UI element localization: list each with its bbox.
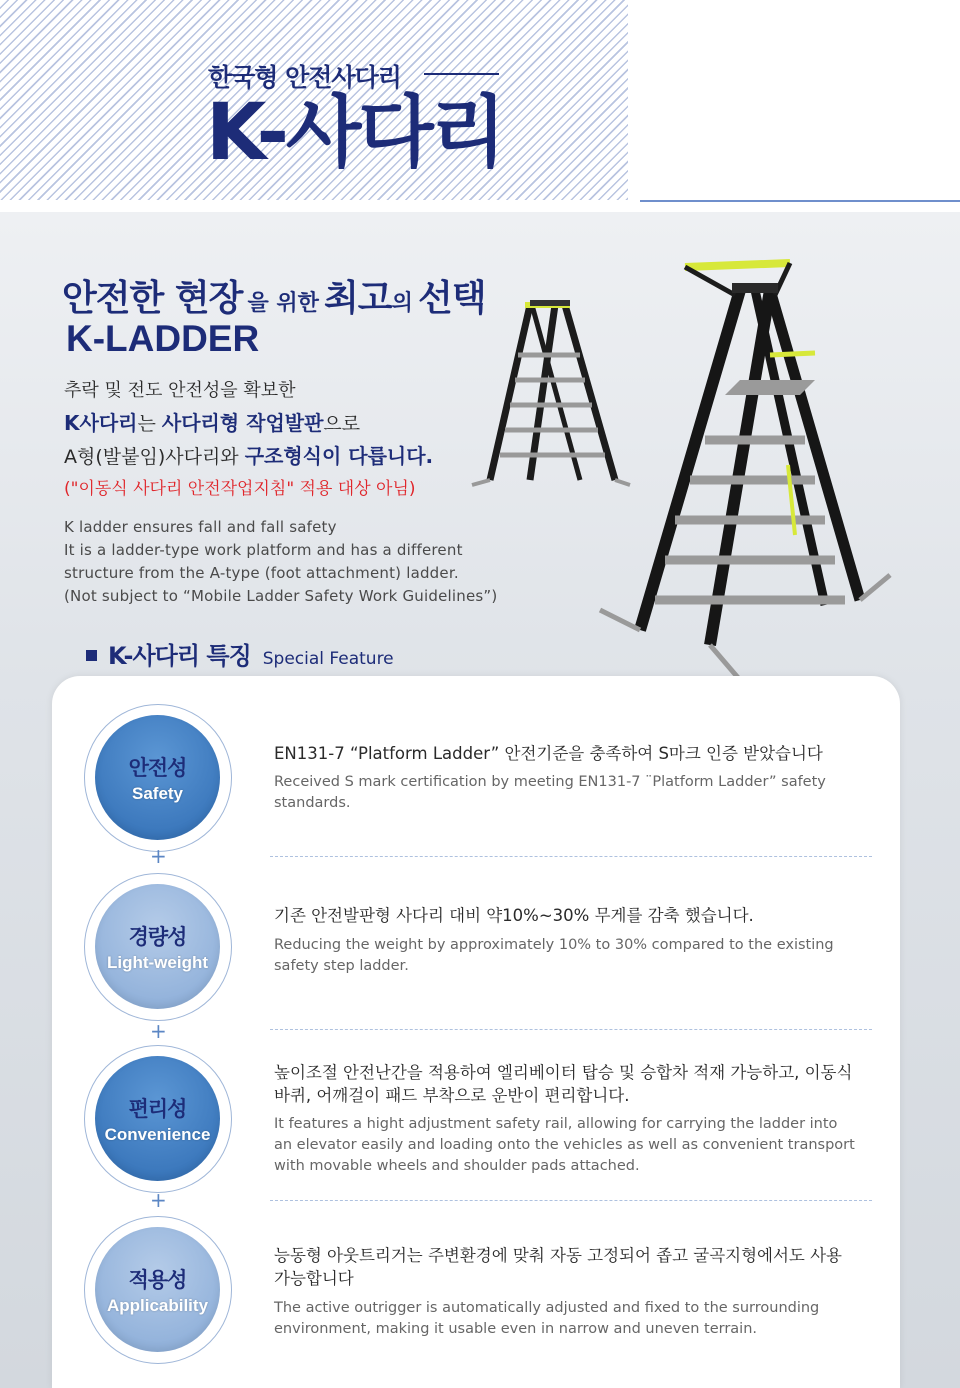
ladder-illustration [470,255,960,685]
feature-name-ko: 안전성 [128,755,187,780]
feature-badge-safety [84,704,232,852]
feature-divider [270,856,872,857]
feature-name-ko: 적용성 [128,1267,187,1292]
hero-ko-line2-type: 사다리형 작업발판 [161,411,324,435]
hero-ko-note: ("이동식 사다리 안전작업지침" 적용 대상 아님) [64,479,416,499]
hero-ko-line2-suffix: 으로 [323,413,361,435]
plus-icon: + [150,1188,167,1212]
feature-desc-ko: 능동형 아웃트리거는 주변환경에 맞춰 자동 고정되어 좁고 굴곡지형에서도 사용 가능합니다 [274,1246,842,1288]
hero-ko-line2-particle: 는 [137,413,156,435]
plus-icon: + [150,1019,167,1043]
plus-icon: + [150,844,167,868]
hero-ko-line3-b: 구조형식이 다릅니다. [244,444,434,468]
hero-title-part1: 안전한 현장 [62,278,243,319]
feature-desc-ko: 기존 안전발판형 사다리 대비 약10%~30% 무게를 감축 했습니다. [274,906,754,925]
feature-desc-ko: 높이조절 안전난간을 적용하여 엘리베이터 탑승 및 승합차 적재 가능하고, 이동식 바퀴, 어깨걸이 패드 부착으로 운반이 편리합니다. [274,1063,853,1105]
feature-badge-inner [95,884,220,1009]
small-ladder-image [472,300,630,485]
header-title: K-사다리 [206,88,504,178]
feature-name-en: Applicability [106,1295,209,1315]
feature-name-ko: 편리성 [128,1096,187,1121]
feature-badge-applicability [84,1216,232,1364]
feature-desc-en: It features a hight adjustment safety rail, allowing for carrying the ladder into an elevator easily and loading onto the vehicles as well as convenient transport with movable wheels and shoulder pads attached. [274,1116,855,1174]
hero-ko-line2-brand: K사다리 [64,411,138,435]
hero-title-part5: 선택 [417,278,486,319]
hero-ko-line2 [64,407,360,436]
header-divider [640,200,960,202]
features-heading-ko: K-사다리 특징 [108,642,251,670]
feature-desc-en: Reducing the weight by approximately 10% to 30% compared to the existing safety step ladder. [274,937,834,974]
hero-en-line4: (Not subject to “Mobile Ladder Safety Work Guidelines”) [64,587,498,605]
hero-en-line3: structure from the A-type (foot attachment) ladder. [64,564,459,582]
feature-divider [270,1029,872,1030]
feature-desc-en: The active outrigger is automatically adjusted and fixed to the surrounding environment, making it usable even in narrow and uneven terrain. [274,1300,820,1337]
feature-name-ko: 경량성 [128,924,187,949]
hero-en-line2: It is a ladder-type work platform and has a different [64,541,463,559]
large-ladder-image [600,263,890,680]
hero-ko-line3-a: A형(발붙임)사다리와 [64,446,239,468]
feature-badge-inner [95,1227,220,1352]
feature-name-en: Safety [131,783,184,803]
header-subtitle: 한국형 안전사다리 [208,63,401,92]
hero-ko-line3 [64,440,433,469]
feature-name-en: Convenience [104,1124,211,1144]
hero-title-part4: 의 [391,291,413,316]
features-heading-en: Special Feature [262,649,394,669]
feature-name-en: Light-weight [106,952,209,972]
hero-ko-line1: 추락 및 전도 안전성을 확보한 [64,380,296,401]
square-bullet-icon [86,650,97,661]
hero-title [62,270,486,321]
hero-title-part2: 을 위한 [247,291,319,316]
hero-title-part3: 최고 [324,278,392,319]
feature-badge-inner [95,1056,220,1181]
hero-brand: K-LADDER [66,318,260,359]
feature-desc-en: Received S mark certification by meeting EN131-7 ¨Platform Ladder” safety standards. [274,774,826,811]
feature-desc-ko: EN131-7 “Platform Ladder” 안전기준을 충족하여 S마크 인증 받았습니다 [274,744,823,763]
feature-badge-light-weight [84,873,232,1021]
feature-badge-inner [95,715,220,840]
feature-badge-convenience [84,1045,232,1193]
feature-divider [270,1200,872,1201]
header-subtitle-line [424,73,499,75]
hero-en-line1: K ladder ensures fall and fall safety [64,518,337,536]
features-heading [86,636,394,671]
